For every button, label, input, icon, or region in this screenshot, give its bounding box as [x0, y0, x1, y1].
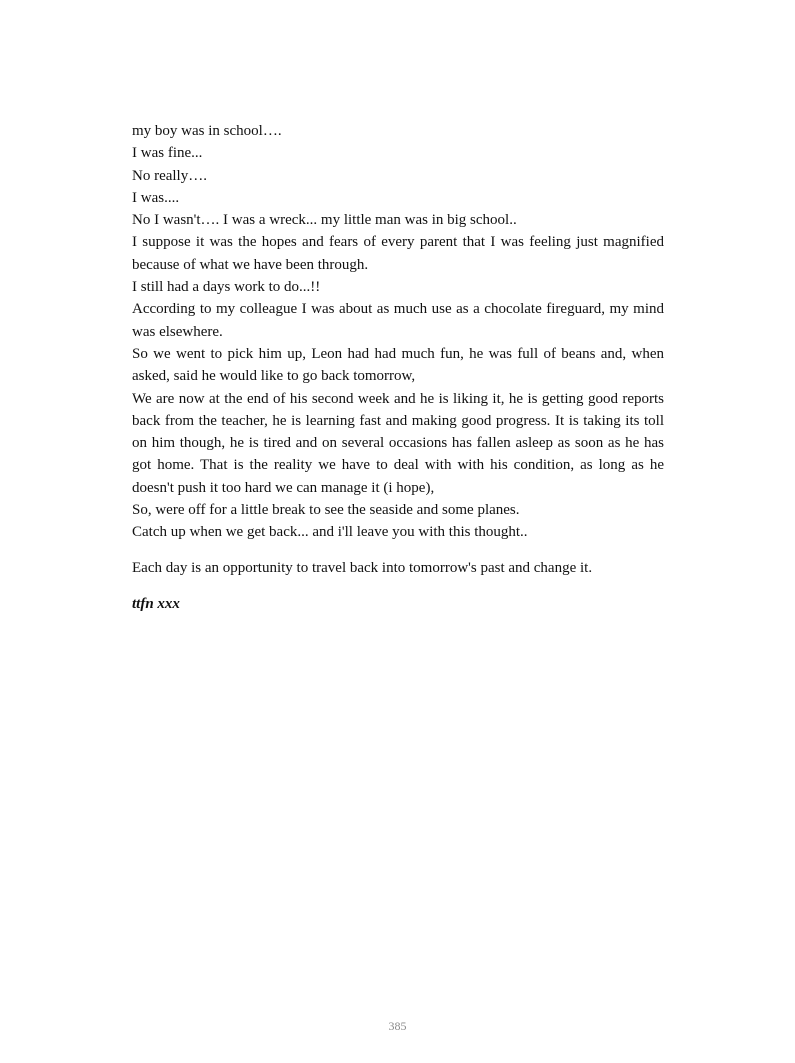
paragraph-1: my boy was in school….	[132, 123, 282, 139]
paragraph-5: No I wasn't…. I was a wreck... my little man was in big school..	[132, 212, 517, 229]
paragraph-9: So we went to pick him up, Leon had had much fun, he was full of beans and, when asked, said he would like to go back tomorrow,	[132, 345, 664, 385]
paragraph-4: I was....	[132, 189, 180, 206]
paragraph-8: According to my colleague I was about as much use as a chocolate fireguard, my mind was elsewhere.	[132, 301, 664, 340]
paragraph-3: No really….	[132, 167, 207, 184]
paragraph-11: So, were off for a little break to see the seaside and some planes.	[132, 502, 520, 519]
paragraph-7: I still had a days work to do...!!	[132, 279, 321, 296]
paragraph-10: We are now at the end of his second week and he is liking it, he is getting good reports back from the teacher, he is learning fast and making good progress. It is taking its toll on him though, he is tired and on several occasions has fallen asleep as soon as he has got home. That is the reality we have to deal with with his condition, as long as he doesn't push it too hard we can manage it (i hope),	[132, 390, 664, 496]
body-text	[132, 120, 664, 615]
signoff: ttfn xxx	[132, 595, 180, 612]
paragraph-2: I was fine...	[132, 145, 203, 162]
page-number: 385	[388, 1019, 407, 1033]
paragraph-6: I suppose it was the hopes and fears of every parent that I was feeling just magnified because of what we have been through.	[132, 234, 664, 273]
paragraph-12: Catch up when we get back... and i'll leave you with this thought..	[132, 524, 528, 541]
closing-quote: Each day is an opportunity to travel back into tomorrow's past and change it.	[132, 559, 593, 576]
